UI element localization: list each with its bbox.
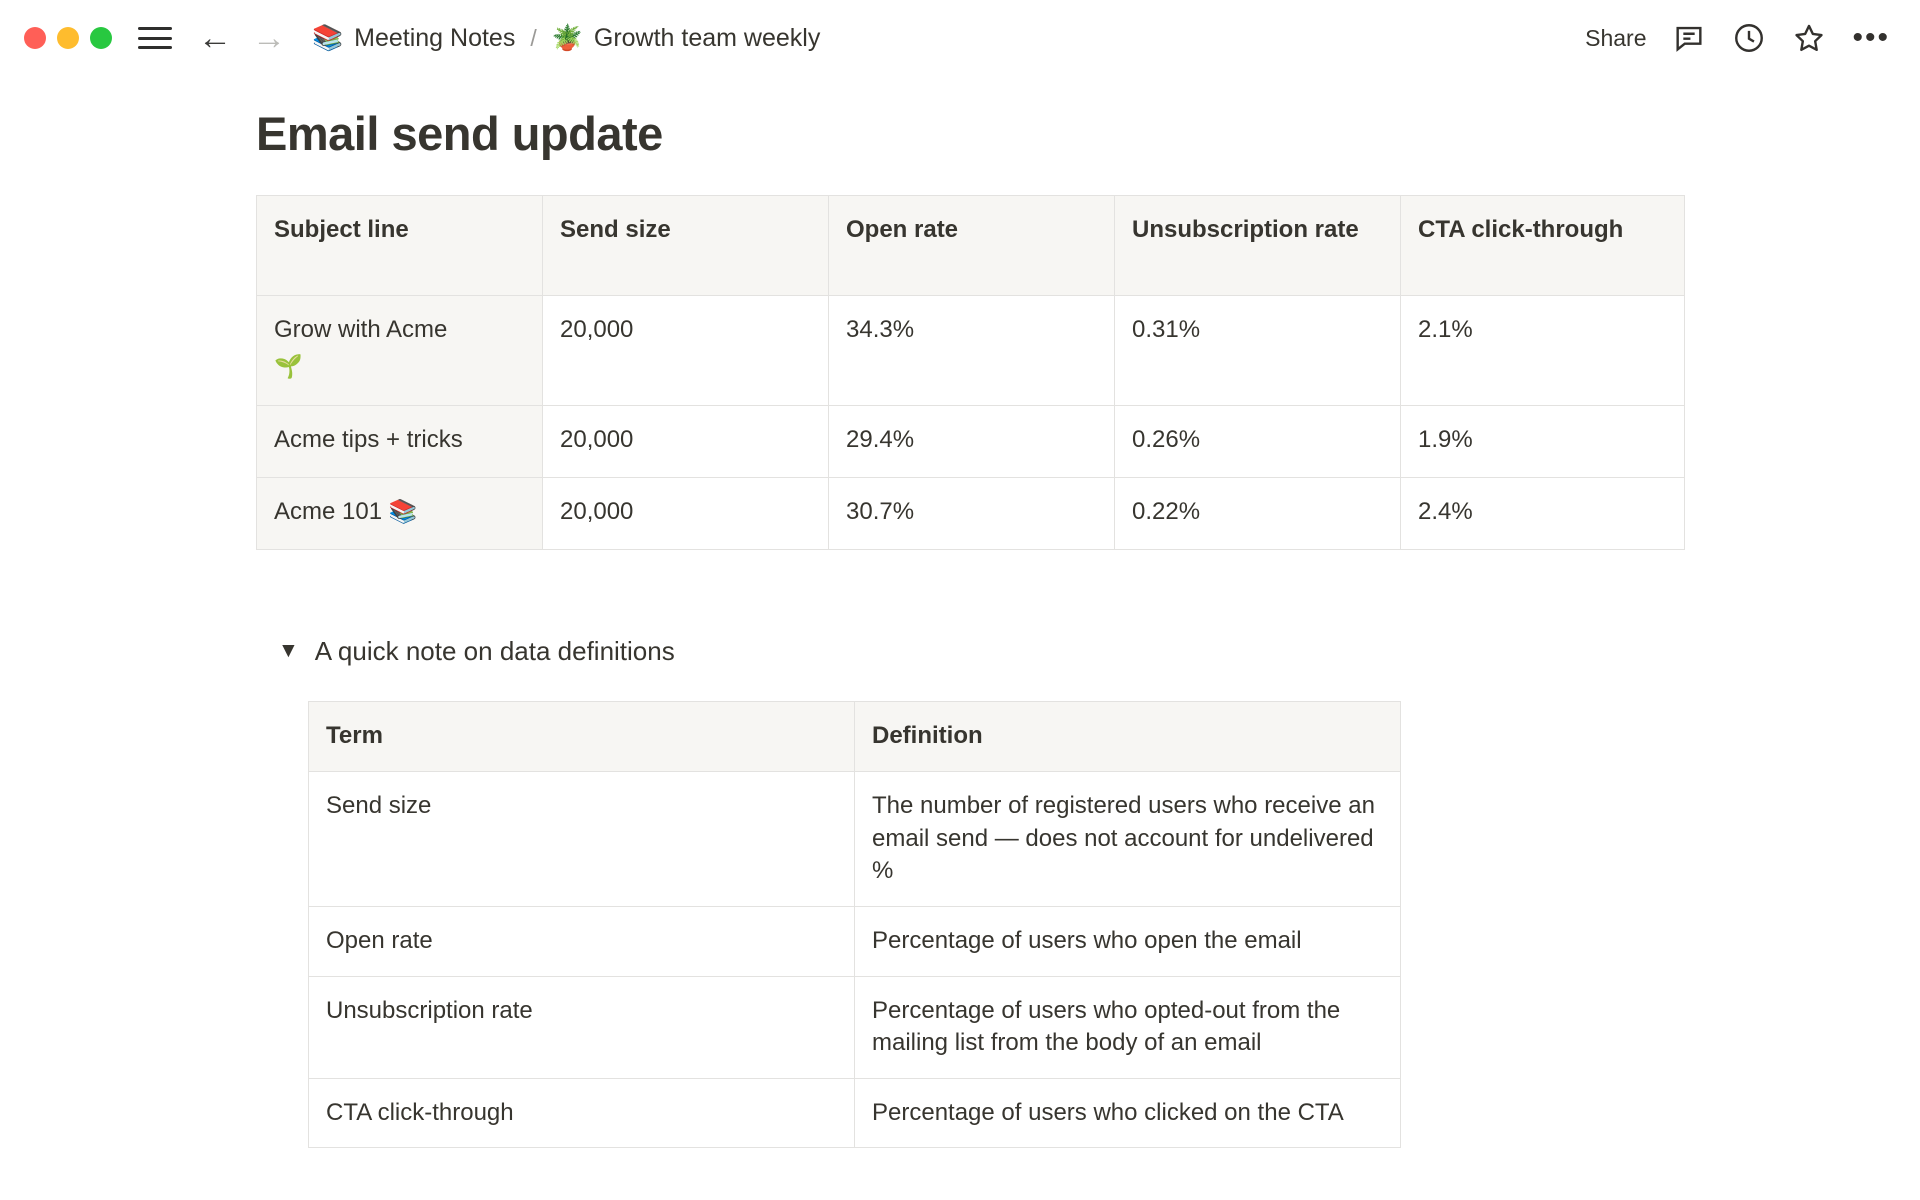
star-icon[interactable] bbox=[1792, 21, 1826, 55]
cell-unsubscription-rate[interactable]: 0.22% bbox=[1115, 478, 1401, 550]
table-header-row bbox=[309, 702, 1401, 772]
column-header-term[interactable]: Term bbox=[309, 702, 855, 772]
maximize-window-button[interactable] bbox=[90, 27, 112, 49]
cell-subject-line[interactable] bbox=[257, 478, 543, 550]
cell-subject-line[interactable] bbox=[257, 296, 543, 406]
cell-definition[interactable]: The number of registered users who receive an email send — does not account for undelivered % bbox=[855, 772, 1401, 907]
cell-cta-click-through[interactable]: 2.4% bbox=[1401, 478, 1685, 550]
cell-definition[interactable]: Percentage of users who clicked on the CTA bbox=[855, 1078, 1401, 1148]
subject-label: Acme 101 bbox=[274, 498, 383, 525]
chevron-down-icon[interactable]: ▼ bbox=[278, 639, 299, 662]
comment-icon[interactable] bbox=[1672, 21, 1706, 55]
cell-open-rate[interactable]: 34.3% bbox=[829, 296, 1115, 406]
column-header-cta-click-through[interactable]: CTA click-through bbox=[1401, 196, 1685, 296]
seedling-icon: 🌱 bbox=[274, 352, 303, 379]
column-header-open-rate[interactable]: Open rate bbox=[829, 196, 1115, 296]
page-title: Email send update bbox=[256, 107, 663, 160]
cell-term[interactable]: Send size bbox=[309, 772, 855, 907]
cell-unsubscription-rate[interactable]: 0.31% bbox=[1115, 296, 1401, 406]
column-header-unsubscription-rate[interactable]: Unsubscription rate bbox=[1115, 196, 1401, 296]
potted-plant-icon: 🪴 bbox=[551, 23, 583, 52]
close-window-button[interactable] bbox=[24, 27, 46, 49]
cell-term[interactable]: Open rate bbox=[309, 906, 855, 976]
cell-term[interactable]: Unsubscription rate bbox=[309, 976, 855, 1078]
table-row bbox=[309, 772, 1401, 907]
cell-term[interactable]: CTA click-through bbox=[309, 1078, 855, 1148]
window-titlebar bbox=[0, 0, 1920, 76]
cell-send-size[interactable]: 20,000 bbox=[543, 478, 829, 550]
cell-subject-line[interactable]: Acme tips + tricks bbox=[257, 406, 543, 478]
definitions-table bbox=[308, 701, 1401, 1148]
toggle-title[interactable]: A quick note on data definitions bbox=[314, 636, 675, 666]
breadcrumb-label-growth-team-weekly: Growth team weekly bbox=[593, 23, 821, 52]
cell-definition[interactable]: Percentage of users who opted-out from the mailing list from the body of an email bbox=[855, 976, 1401, 1078]
cell-open-rate[interactable]: 29.4% bbox=[829, 406, 1115, 478]
column-header-subject-line[interactable]: Subject line bbox=[257, 196, 543, 296]
books-icon: 📚 bbox=[388, 498, 418, 524]
navigate-back-icon[interactable]: ← bbox=[198, 19, 232, 57]
table-row bbox=[309, 906, 1401, 976]
table-row bbox=[309, 976, 1401, 1078]
window-controls bbox=[24, 27, 112, 49]
column-header-send-size[interactable]: Send size bbox=[543, 196, 829, 296]
email-metrics-table bbox=[256, 195, 1685, 550]
document-body bbox=[0, 106, 1920, 1148]
cell-cta-click-through[interactable]: 2.1% bbox=[1401, 296, 1685, 406]
subject-label: Grow with Acme bbox=[274, 316, 448, 343]
breadcrumb-item-growth-team-weekly[interactable] bbox=[552, 24, 821, 53]
more-options-icon[interactable]: ••• bbox=[1852, 21, 1890, 54]
table-row bbox=[257, 296, 1685, 406]
cell-send-size[interactable]: 20,000 bbox=[543, 296, 829, 406]
cell-unsubscription-rate[interactable]: 0.26% bbox=[1115, 406, 1401, 478]
minimize-window-button[interactable] bbox=[57, 27, 79, 49]
cell-cta-click-through[interactable]: 1.9% bbox=[1401, 406, 1685, 478]
table-header-row bbox=[257, 196, 1685, 296]
share-button[interactable]: Share bbox=[1585, 24, 1647, 51]
cell-open-rate[interactable]: 30.7% bbox=[829, 478, 1115, 550]
table-row bbox=[309, 1078, 1401, 1148]
books-icon: 📚 bbox=[312, 23, 344, 52]
cell-definition[interactable]: Percentage of users who open the email bbox=[855, 906, 1401, 976]
breadcrumb-item-meeting-notes[interactable] bbox=[312, 24, 515, 53]
toggle-content bbox=[308, 701, 1686, 1148]
titlebar-actions bbox=[1585, 21, 1890, 55]
breadcrumb bbox=[312, 24, 820, 53]
toggle-block-data-definitions bbox=[278, 636, 1686, 667]
sidebar-toggle-icon[interactable] bbox=[138, 24, 172, 52]
column-header-definition[interactable]: Definition bbox=[855, 702, 1401, 772]
clock-icon[interactable] bbox=[1732, 21, 1766, 55]
cell-send-size[interactable]: 20,000 bbox=[543, 406, 829, 478]
navigate-forward-icon[interactable]: → bbox=[252, 19, 286, 57]
breadcrumb-label-meeting-notes: Meeting Notes bbox=[354, 23, 516, 52]
breadcrumb-separator: / bbox=[530, 24, 537, 51]
table-row bbox=[257, 406, 1685, 478]
table-row bbox=[257, 478, 1685, 550]
